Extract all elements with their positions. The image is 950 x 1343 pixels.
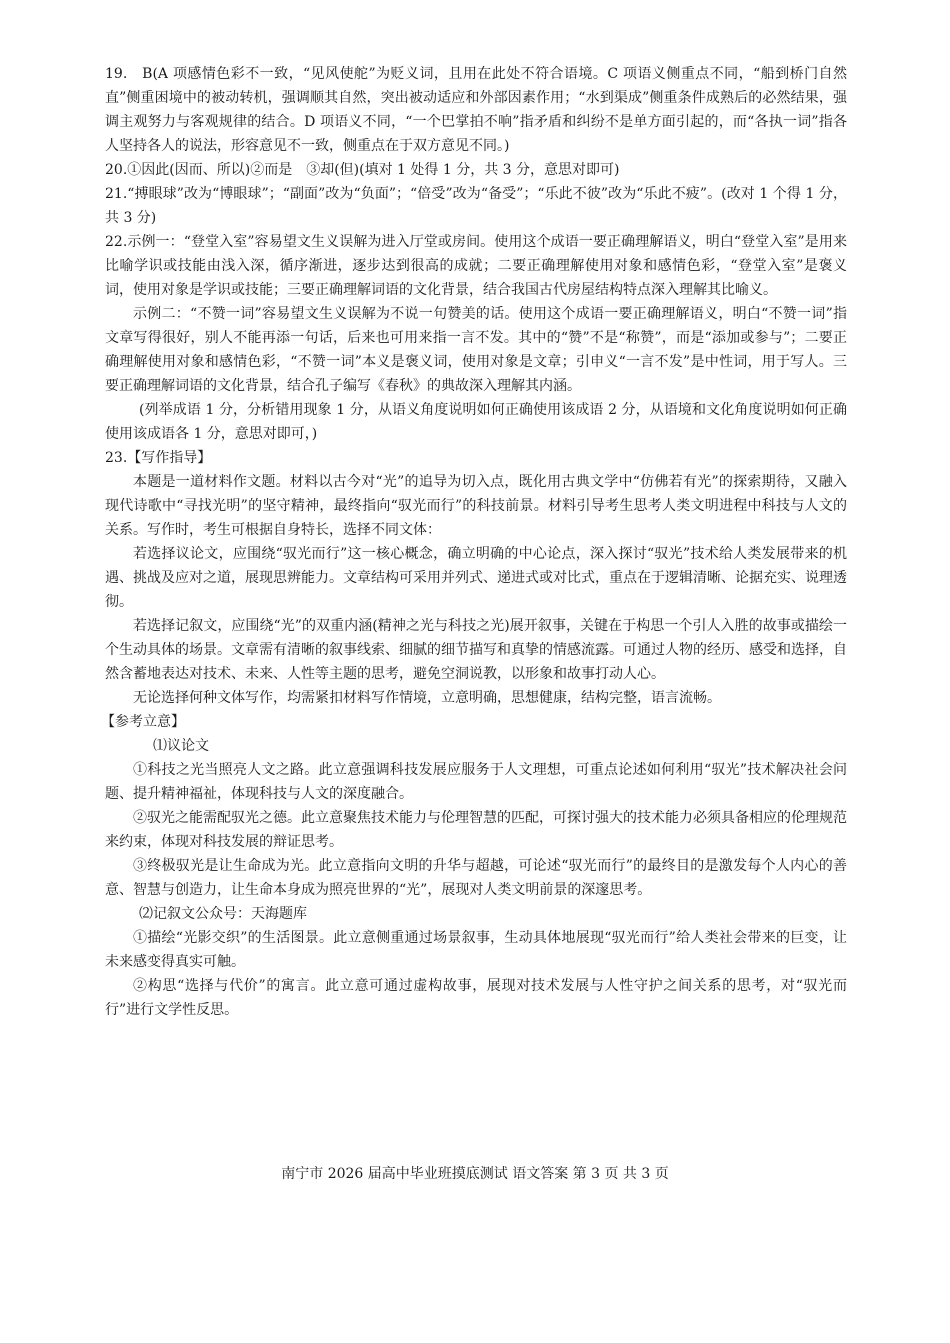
answer-body [101, 62, 847, 1022]
page-footer: 南宁市 2026 届高中毕业班摸底测试 语文答案 第 3 页 共 3 页 [281, 1166, 669, 1182]
answer-21: 21.“搏眼球”改为“博眼球”；“副面”改为“负面”；“倍受”改为“备受”；“乐此不彼”改为“乐此不疲”。(改对 1 个得 1 分，共 3 分) [105, 186, 847, 226]
writing-guide-intro: 本题是一道材料作文题。材料以古今对“光”的追导为切入点，既化用古典文学中“仿佛若有光”的探索期待，又融入现代诗歌中“寻找光明”的坚守精神，最终指向“驭光而行”的科技前景。材料引导考生思考人类文明进程中科技与人文的关系。写作时，考生可根据自身特长，选择不同文体： [105, 474, 847, 538]
answer-22-example-1: 22.示例一：“登堂入室”容易望文生义误解为进入厅堂或房间。使用这个成语一要正确理解语义，明白“登堂入室”是用来比喻学识或技能由浅入深，循序渐进，逐步达到很高的成就；二要正确理解使用对象和感情色彩，“登堂入室”是褒义词，使用对象是学识或技能；三要正确理解词语的文化背景，结合我国古代房屋结构特点深入理解其比喻义。 [105, 234, 847, 298]
answer-22-scoring: (列举成语 1 分，分析错用现象 1 分，从语义角度说明如何正确使用该成语 2 分，从语境和文化角度说明如何正确使用该成语各 1 分，意思对即可，) [105, 402, 847, 442]
answer-22-example-2: 示例二：“不赞一词”容易望文生义误解为不说一句赞美的话。使用这个成语一要正确理解语义，明白“不赞一词”指文章写得很好，别人不能再添一句话，后来也可用来指一言不发。其中的“赞”不是“称赞”，而是“添加或参与”；二要正确理解使用对象和感情色彩，“不赞一词”本义是褒义词，使用对象是文章；引申义“一言不发”是中性词，用于写人。三要正确理解词语的文化背景，结合孔子编写《春秋》的典故深入理解其内涵。 [105, 306, 847, 394]
reference-narrative-2: ②构思“选择与代价”的寓言。此立意可通过虚构故事，展现对技术发展与人性守护之间关系的思考，对“驭光而行”进行文学性反思。 [105, 978, 847, 1018]
reference-argumentative-2: ②驭光之能需配驭光之德。此立意聚焦技术能力与伦理智慧的匹配，可探讨强大的技术能力必须具备相应的伦理规范来约束，体现对科技发展的辩证思考。 [105, 810, 847, 850]
reference-argumentative-heading: ⑴议论文 [153, 738, 209, 754]
answer-20: 20.①因此(因而、所以)②而是 ③却(但)(填对 1 处得 1 分，共 3 分，意思对即可) [105, 162, 620, 178]
answer-23-heading: 23.【写作指导】 [105, 450, 212, 466]
answer-19: 19. B(A 项感情色彩不一致，“见风使舵”为贬义词，且用在此处不符合语境。C 项语义侧重点不同，“船到桥门自然直”侧重困境中的被动转机，强调顺其自然，突出被动适应和外部因素作用；“水到渠成”侧重条件成熟后的必然结果，强调主观努力与客观规律的结合。D 项语义不同，“一个巴掌拍不响”指矛盾和纠纷不是单方面引起的，而“各执一词”指各人坚持各人的说法，形容意见不一致，侧重点在于双方意见不同。) [105, 66, 847, 154]
writing-guide-general: 无论选择何种文体写作，均需紧扣材料写作情境，立意明确，思想健康，结构完整，语言流畅。 [133, 690, 721, 706]
reference-argumentative-3: ③终极驭光是让生命成为光。此立意指向文明的升华与超越，可论述“驭光而行”的最终目的是激发每个人内心的善意、智慧与创造力，让生命本身成为照亮世界的“光”，展现对人类文明前景的深邃思考。 [105, 858, 847, 898]
writing-guide-argumentative: 若选择议论文，应围绕“驭光而行”这一核心概念，确立明确的中心论点，深入探讨“驭光”技术给人类发展带来的机遇、挑战及应对之道，展现思辨能力。文章结构可采用并列式、递进式或对比式，重点在于逻辑清晰、论据充实、说理透彻。 [105, 546, 847, 610]
reference-argumentative-1: ①科技之光当照亮人文之路。此立意强调科技发展应服务于人文理想，可重点论述如何利用“驭光”技术解决社会问题、提升精神福祉，体现科技与人文的深度融合。 [105, 762, 847, 802]
reference-ideas-heading: 【参考立意】 [101, 714, 185, 730]
writing-guide-narrative: 若选择记叙文，应围绕“光”的双重内涵(精神之光与科技之光)展开叙事，关键在于构思一个引人入胜的故事或描绘一个生动具体的场景。文章需有清晰的叙事线索、细腻的细节描写和真挚的情感流露。可通过人物的经历、感受和选择，自然含蓄地表达对技术、未来、人性等主题的思考，避免空洞说教，以形象和故事打动人心。 [105, 618, 847, 682]
reference-narrative-heading: ⑵记叙文公众号：天海题库 [139, 906, 307, 922]
reference-narrative-1: ①描绘“光影交织”的生活图景。此立意侧重通过场景叙事，生动具体地展现“驭光而行”给人类社会带来的巨变，让未来感变得真实可触。 [105, 930, 847, 970]
